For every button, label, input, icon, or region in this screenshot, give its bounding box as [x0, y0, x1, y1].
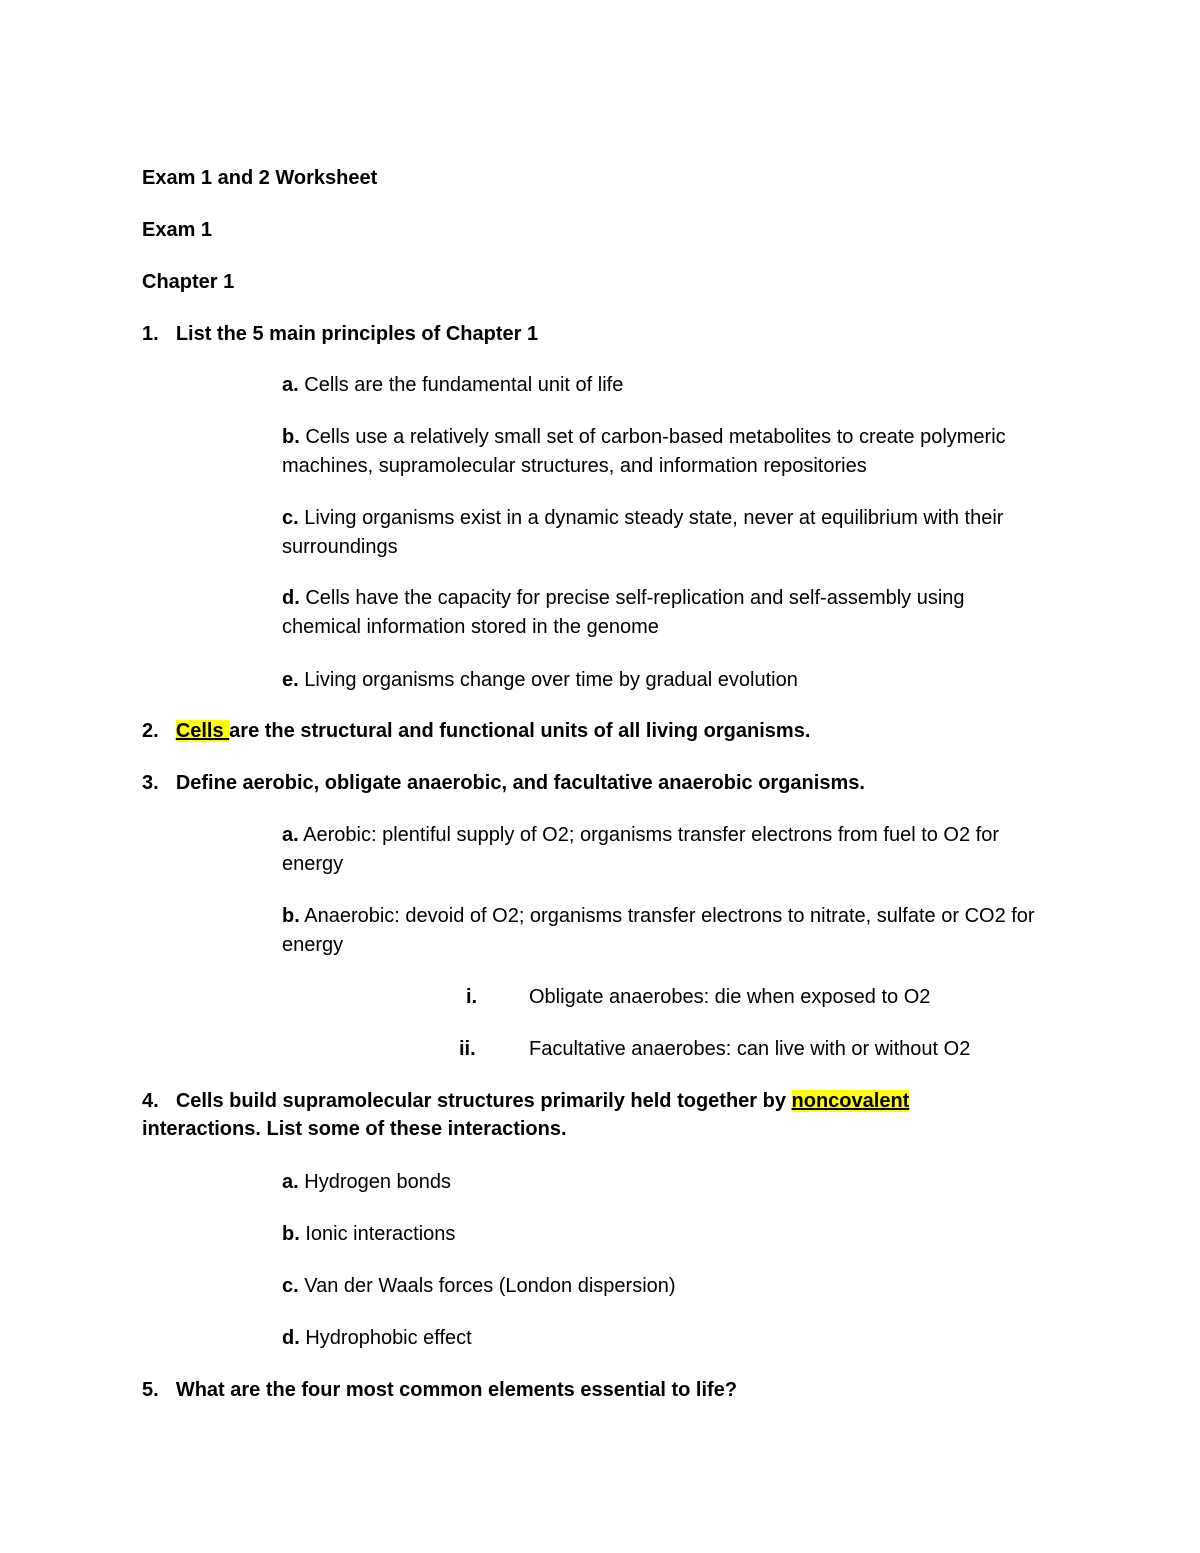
- question-number: 4.: [142, 1090, 159, 1112]
- answer-text: Aerobic: plentiful supply of O2; organisms transfer electrons from fuel to O2 for energy: [282, 824, 1000, 875]
- exam-heading: Exam 1: [142, 219, 213, 241]
- answer-letter: c.: [282, 1275, 299, 1297]
- subanswer-text: Facultative anaerobes: can live with or without O2: [529, 1038, 971, 1060]
- question-5: [142, 1380, 737, 1400]
- question-text: What are the four most common elements essential to life?: [175, 1379, 738, 1401]
- question-text: Define aerobic, obligate anaerobic, and facultative anaerobic organisms.: [175, 772, 865, 794]
- answer-letter: b.: [282, 905, 300, 927]
- answer-text: Anaerobic: devoid of O2; organisms transfer electrons to nitrate, sulfate or CO2 for energy: [282, 905, 1035, 956]
- answer-item: [282, 423, 1042, 481]
- answer-letter: b.: [282, 426, 300, 448]
- answer-item: [282, 1224, 455, 1244]
- question-2: [142, 721, 810, 741]
- answer-letter: a.: [282, 824, 299, 846]
- question-text: Cells build supramolecular structures primarily held together by: [175, 1090, 792, 1112]
- highlighted-term: Cells: [175, 720, 230, 742]
- question-3: [142, 773, 865, 793]
- answer-letter: b.: [282, 1223, 300, 1245]
- answer-text: Hydrogen bonds: [304, 1171, 452, 1193]
- answer-item: [282, 375, 623, 395]
- question-text: are the structural and functional units of all living organisms.: [229, 720, 811, 742]
- answer-item: [282, 670, 798, 690]
- question-4: [142, 1087, 992, 1143]
- question-text: List the 5 main principles of Chapter 1: [175, 323, 539, 345]
- answer-text: Living organisms change over time by gradual evolution: [304, 669, 798, 691]
- question-1: [142, 324, 538, 344]
- answer-item: [282, 1172, 451, 1192]
- answer-letter: e.: [282, 669, 299, 691]
- answer-letter: d.: [282, 1327, 300, 1349]
- answer-text: Cells have the capacity for precise self-replication and self-assembly using chemical information stored in the genome: [282, 587, 965, 638]
- answer-letter: c.: [282, 507, 299, 529]
- chapter-heading: Chapter 1: [142, 271, 235, 293]
- answer-letter: d.: [282, 587, 300, 609]
- answer-item: [282, 1276, 676, 1296]
- answer-item: [282, 902, 1042, 960]
- answer-item: [282, 584, 1042, 642]
- document-title: Exam 1 and 2 Worksheet: [142, 167, 378, 189]
- answer-text: Cells use a relatively small set of carbon-based metabolites to create polymeric machines, supramolecular structures, and information repositories: [282, 426, 1006, 477]
- question-text-continued: interactions. List some of these interactions.: [142, 1118, 567, 1140]
- question-number: 3.: [142, 772, 159, 794]
- answer-letter: a.: [282, 1171, 299, 1193]
- answer-item: [282, 1328, 472, 1348]
- question-number: 2.: [142, 720, 159, 742]
- subanswer-text: Obligate anaerobes: die when exposed to O2: [529, 986, 931, 1008]
- answer-text: Living organisms exist in a dynamic steady state, never at equilibrium with their surroundings: [282, 507, 1004, 558]
- highlighted-term: noncovalent: [791, 1090, 910, 1112]
- subanswer-numeral: i.: [466, 986, 478, 1008]
- answer-letter: a.: [282, 374, 299, 396]
- answer-item: [282, 504, 1042, 562]
- question-number: 5.: [142, 1379, 159, 1401]
- answer-item: [282, 821, 1042, 879]
- answer-text: Hydrophobic effect: [305, 1327, 472, 1349]
- answer-text: Van der Waals forces (London dispersion): [304, 1275, 676, 1297]
- answer-text: Ionic interactions: [305, 1223, 456, 1245]
- question-number: 1.: [142, 323, 159, 345]
- subanswer-numeral: ii.: [459, 1038, 476, 1060]
- answer-text: Cells are the fundamental unit of life: [304, 374, 624, 396]
